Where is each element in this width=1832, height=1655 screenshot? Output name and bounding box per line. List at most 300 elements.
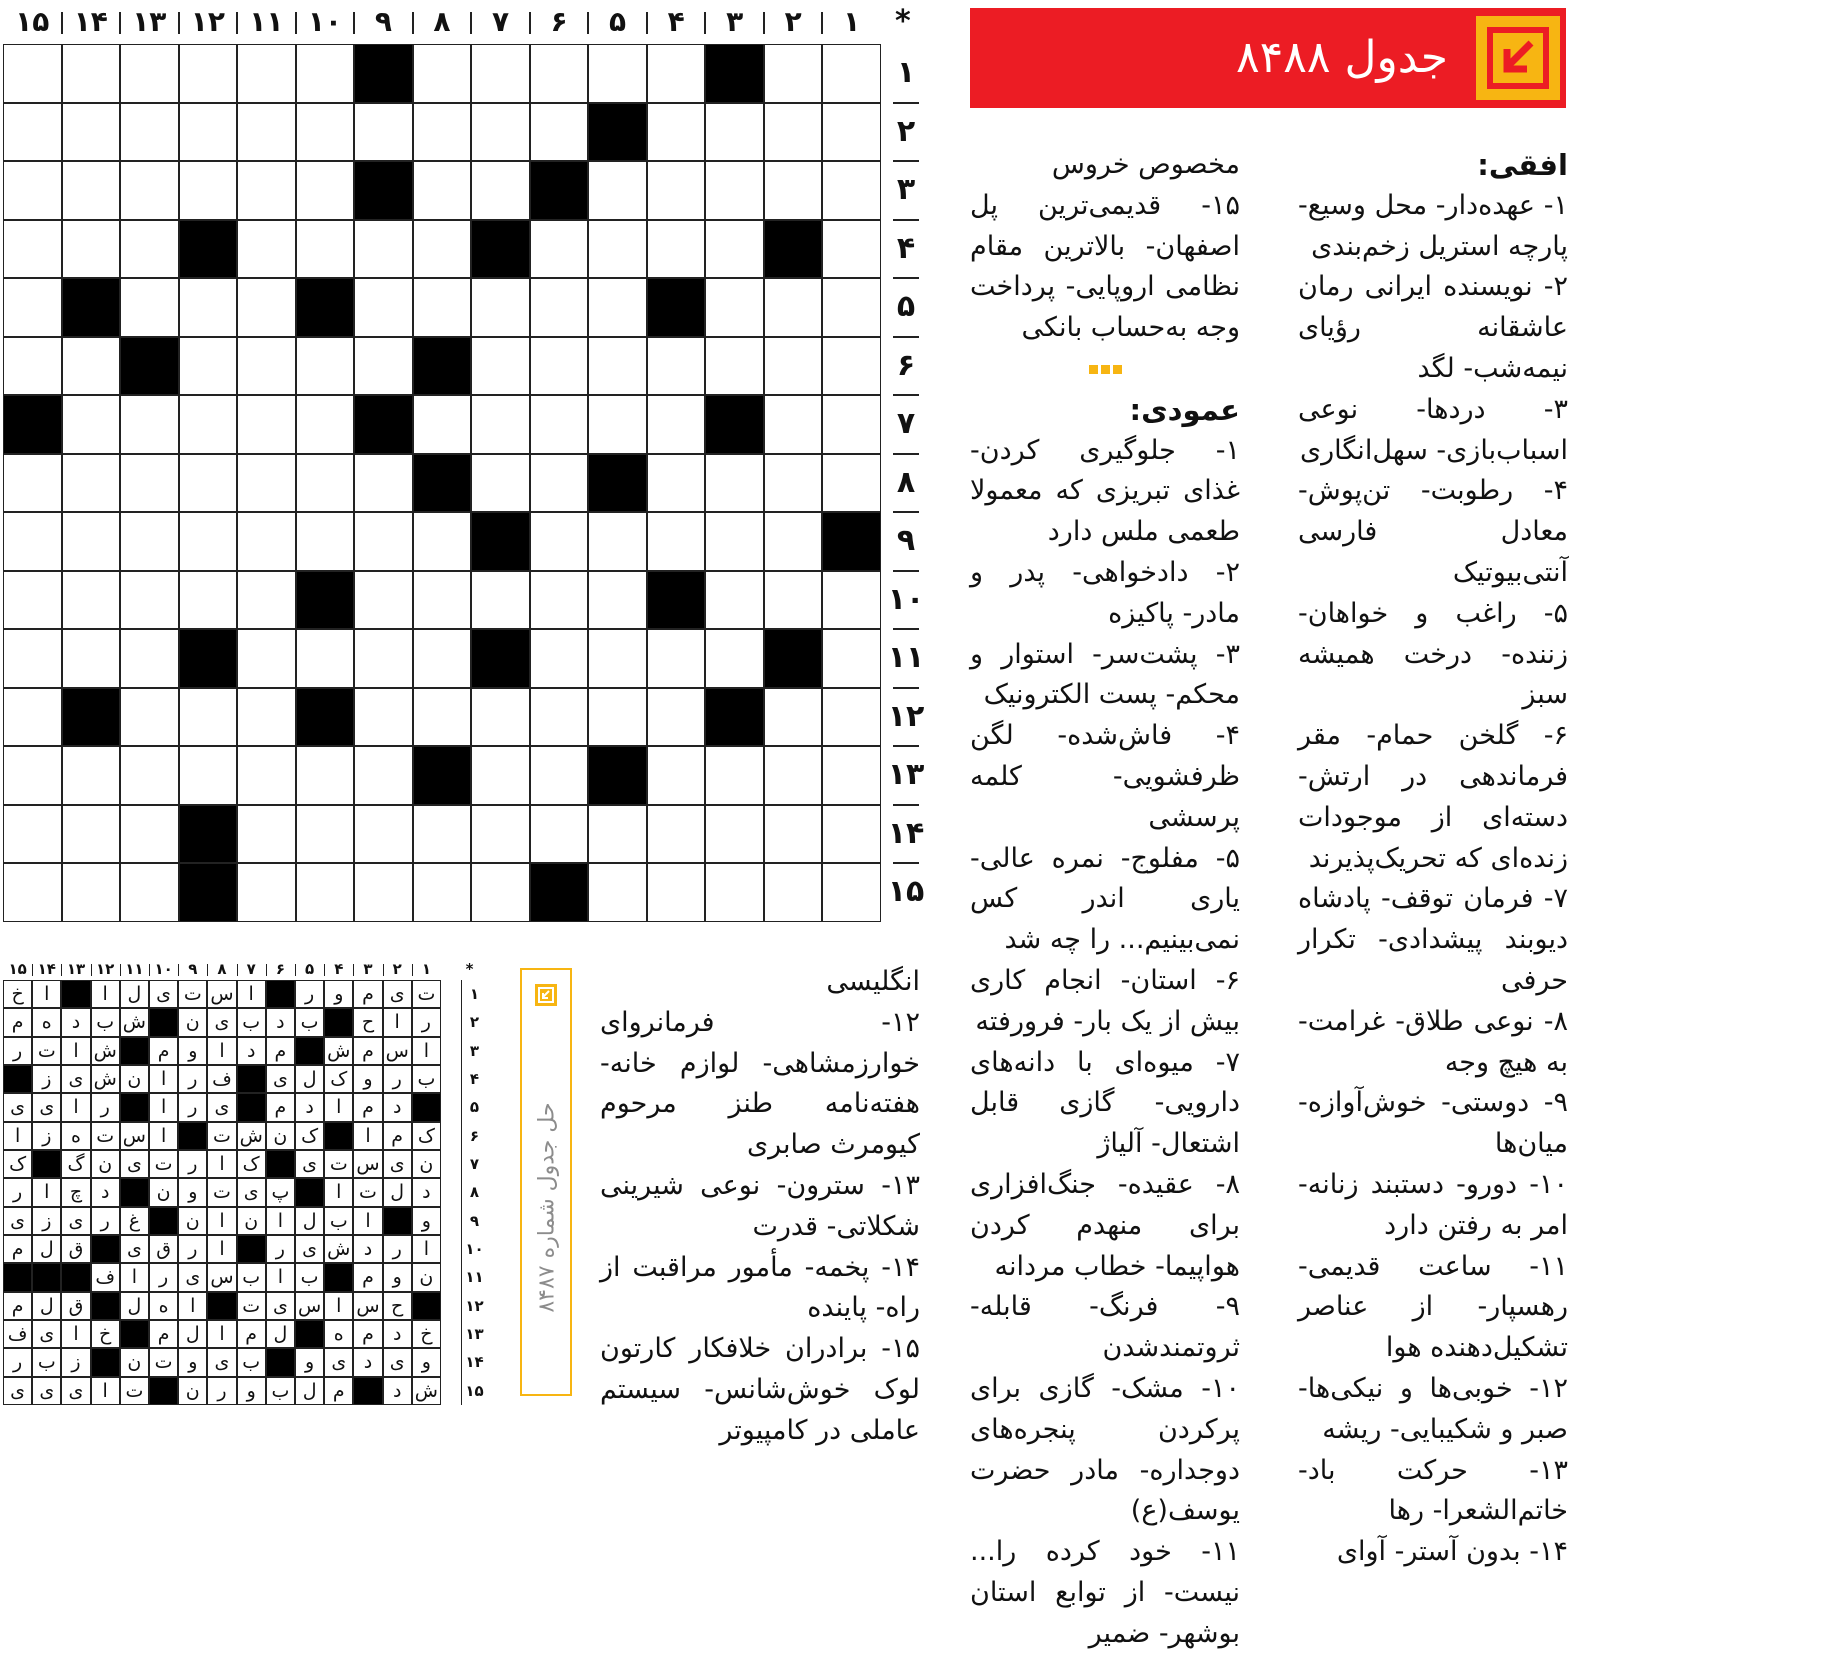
- grid-cell[interactable]: [647, 688, 706, 747]
- column-number: ۷: [491, 5, 510, 38]
- grid-cell[interactable]: [588, 161, 647, 220]
- crossword-grid[interactable]: [3, 44, 881, 922]
- grid-cell[interactable]: [471, 337, 530, 396]
- grid-cell[interactable]: [354, 512, 413, 571]
- grid-cell[interactable]: [354, 220, 413, 279]
- black-cell: [62, 278, 121, 337]
- grid-cell[interactable]: [822, 454, 881, 513]
- grid-cell[interactable]: [471, 103, 530, 162]
- grid-cell[interactable]: [764, 103, 823, 162]
- grid-cell[interactable]: [237, 278, 296, 337]
- grid-cell[interactable]: [588, 512, 647, 571]
- across-heading: افقی:: [1477, 148, 1568, 182]
- grid-cell[interactable]: [764, 161, 823, 220]
- grid-cell[interactable]: [471, 395, 530, 454]
- solution-black-cell: [383, 1207, 412, 1235]
- black-cell: [647, 571, 706, 630]
- black-cell: [413, 454, 472, 513]
- grid-cell[interactable]: [764, 805, 823, 864]
- grid-cell[interactable]: [413, 161, 472, 220]
- solution-column-separator: [61, 964, 62, 976]
- grid-cell[interactable]: [647, 805, 706, 864]
- grid-cell[interactable]: [179, 571, 238, 630]
- grid-cell[interactable]: [179, 688, 238, 747]
- grid-cell[interactable]: [764, 863, 823, 922]
- grid-cell[interactable]: [120, 863, 179, 922]
- grid-cell[interactable]: [471, 278, 530, 337]
- solution-cell: ا: [207, 1150, 236, 1178]
- solution-cell: ل: [120, 980, 149, 1008]
- solution-cell: ق: [61, 1235, 90, 1263]
- row-separator: [893, 453, 919, 455]
- grid-cell[interactable]: [588, 337, 647, 396]
- grid-cell[interactable]: [237, 688, 296, 747]
- grid-cell[interactable]: [296, 161, 355, 220]
- solution-cell: ن: [120, 1348, 149, 1376]
- grid-cell[interactable]: [764, 278, 823, 337]
- grid-cell[interactable]: [179, 512, 238, 571]
- grid-cell[interactable]: [237, 161, 296, 220]
- solution-cell: ت: [178, 980, 207, 1008]
- grid-cell[interactable]: [530, 278, 589, 337]
- grid-cell[interactable]: [179, 103, 238, 162]
- grid-cell[interactable]: [647, 220, 706, 279]
- grid-cell[interactable]: [179, 395, 238, 454]
- grid-cell[interactable]: [647, 395, 706, 454]
- solution-cell: ت: [324, 1150, 353, 1178]
- solution-cell: ا: [412, 1235, 441, 1263]
- grid-cell[interactable]: [120, 161, 179, 220]
- grid-cell[interactable]: [588, 629, 647, 688]
- solution-black-cell: [149, 1008, 178, 1036]
- grid-cell[interactable]: [530, 44, 589, 103]
- grid-cell[interactable]: [413, 863, 472, 922]
- grid-cell[interactable]: [237, 395, 296, 454]
- solution-row-number: ۱۴: [461, 1348, 487, 1376]
- grid-cell[interactable]: [120, 103, 179, 162]
- solution-cell: د: [61, 1008, 90, 1036]
- solution-cell: ی: [324, 1348, 353, 1376]
- solution-cell: و: [324, 980, 353, 1008]
- grid-cell[interactable]: [354, 863, 413, 922]
- grid-cell[interactable]: [413, 103, 472, 162]
- grid-cell[interactable]: [647, 512, 706, 571]
- solution-cell: ز: [32, 1122, 61, 1150]
- grid-cell[interactable]: [588, 863, 647, 922]
- solution-row-number: ۴: [461, 1065, 487, 1093]
- solution-cell: ت: [120, 1377, 149, 1405]
- solution-black-cell: [120, 1320, 149, 1348]
- grid-cell[interactable]: [237, 571, 296, 630]
- grid-cell[interactable]: [3, 629, 62, 688]
- solution-black-cell: [149, 1207, 178, 1235]
- grid-cell[interactable]: [647, 337, 706, 396]
- solution-cell: ش: [120, 1008, 149, 1036]
- grid-cell[interactable]: [647, 44, 706, 103]
- row-number: ۵: [896, 289, 916, 325]
- across-clue: ۱- عهده‌دار- محل وسیع- پارچه استریل زخم‌بندی: [1298, 189, 1568, 262]
- solution-cell: ل: [295, 1065, 324, 1093]
- grid-cell[interactable]: [179, 337, 238, 396]
- grid-cell[interactable]: [530, 454, 589, 513]
- grid-cell[interactable]: [705, 278, 764, 337]
- solution-cell: ی: [383, 1348, 412, 1376]
- grid-cell[interactable]: [237, 337, 296, 396]
- solution-cell: ی: [32, 1377, 61, 1405]
- solution-black-cell: [412, 1292, 441, 1320]
- grid-cell[interactable]: [62, 337, 121, 396]
- grid-cell[interactable]: [296, 512, 355, 571]
- grid-cell[interactable]: [530, 512, 589, 571]
- across-clue: ۹- دوستی- خوش‌آوازه- میان‌ها: [1298, 1087, 1568, 1160]
- row-separator: [893, 570, 919, 572]
- grid-cell[interactable]: [471, 161, 530, 220]
- solution-column-number: ۵: [305, 960, 315, 978]
- grid-cell[interactable]: [705, 103, 764, 162]
- grid-cell[interactable]: [237, 746, 296, 805]
- solution-cell: ش: [91, 1037, 120, 1065]
- grid-cell[interactable]: [120, 688, 179, 747]
- black-cell: [764, 220, 823, 279]
- grid-cell[interactable]: [62, 629, 121, 688]
- solution-cell: ا: [149, 1122, 178, 1150]
- grid-cell[interactable]: [3, 103, 62, 162]
- grid-cell[interactable]: [62, 863, 121, 922]
- grid-cell[interactable]: [3, 688, 62, 747]
- grid-cell[interactable]: [588, 44, 647, 103]
- grid-cell[interactable]: [471, 805, 530, 864]
- solution-cell: ت: [353, 1178, 382, 1206]
- solution-black-cell: [237, 1065, 266, 1093]
- grid-cell[interactable]: [822, 161, 881, 220]
- grid-cell[interactable]: [179, 161, 238, 220]
- grid-cell[interactable]: [62, 395, 121, 454]
- grid-cell[interactable]: [296, 805, 355, 864]
- grid-cell[interactable]: [647, 746, 706, 805]
- grid-cell[interactable]: [120, 278, 179, 337]
- solution-cell: ن: [237, 1207, 266, 1235]
- down-clue: ۱۳- سترون- نوعی شیرینی شکلاتی- قدرت: [600, 1169, 920, 1242]
- grid-cell[interactable]: [705, 863, 764, 922]
- grid-cell[interactable]: [120, 44, 179, 103]
- grid-cell[interactable]: [647, 454, 706, 513]
- grid-cell[interactable]: [296, 44, 355, 103]
- solution-cell: د: [91, 1178, 120, 1206]
- column-number: ۶: [550, 5, 568, 38]
- grid-cell[interactable]: [62, 44, 121, 103]
- grid-cell[interactable]: [822, 278, 881, 337]
- row-number: ۶: [896, 347, 916, 383]
- solution-cell: ف: [207, 1065, 236, 1093]
- across-clue: ۱۳- حرکت باد- خاتم‌الشعرا- رها: [1298, 1454, 1568, 1527]
- grid-cell[interactable]: [3, 571, 62, 630]
- grid-cell[interactable]: [296, 863, 355, 922]
- row-number: ۱: [896, 55, 916, 90]
- grid-cell[interactable]: [413, 278, 472, 337]
- solution-black-cell: [91, 1235, 120, 1263]
- grid-cell[interactable]: [3, 337, 62, 396]
- grid-cell[interactable]: [647, 863, 706, 922]
- arrow-down-left-icon: [1476, 16, 1560, 100]
- solution-cell: غ: [120, 1207, 149, 1235]
- grid-cell[interactable]: [764, 337, 823, 396]
- black-cell: [822, 512, 881, 571]
- solution-cell: ن: [178, 1008, 207, 1036]
- grid-cell[interactable]: [471, 44, 530, 103]
- grid-cell[interactable]: [296, 395, 355, 454]
- grid-cell[interactable]: [822, 395, 881, 454]
- grid-cell[interactable]: [237, 863, 296, 922]
- grid-cell[interactable]: [296, 629, 355, 688]
- grid-cell[interactable]: [3, 512, 62, 571]
- grid-cell[interactable]: [705, 337, 764, 396]
- grid-cell[interactable]: [413, 220, 472, 279]
- grid-cell[interactable]: [62, 103, 121, 162]
- grid-cell[interactable]: [822, 337, 881, 396]
- grid-cell[interactable]: [764, 454, 823, 513]
- solution-cell: ب: [237, 1263, 266, 1291]
- solution-column-number: ۱۵: [8, 960, 27, 978]
- grid-cell[interactable]: [3, 220, 62, 279]
- grid-cell[interactable]: [3, 863, 62, 922]
- solution-cell: ا: [207, 1320, 236, 1348]
- solution-cell: ک: [237, 1150, 266, 1178]
- grid-cell[interactable]: [822, 688, 881, 747]
- grid-cell[interactable]: [530, 805, 589, 864]
- grid-cell[interactable]: [822, 805, 881, 864]
- grid-cell[interactable]: [705, 629, 764, 688]
- grid-cell[interactable]: [530, 337, 589, 396]
- solution-cell: ح: [353, 1008, 382, 1036]
- grid-cell[interactable]: [705, 161, 764, 220]
- solution-cell: ب: [237, 1008, 266, 1036]
- grid-cell[interactable]: [120, 395, 179, 454]
- grid-cell[interactable]: [179, 454, 238, 513]
- grid-cell[interactable]: [822, 571, 881, 630]
- grid-cell[interactable]: [530, 688, 589, 747]
- grid-cell[interactable]: [296, 337, 355, 396]
- solution-cell: و: [383, 1263, 412, 1291]
- black-cell: [588, 746, 647, 805]
- solution-row-number: ۱۰: [461, 1235, 487, 1263]
- grid-cell[interactable]: [120, 454, 179, 513]
- grid-cell[interactable]: [647, 629, 706, 688]
- solution-cell: ا: [324, 1178, 353, 1206]
- solution-cell: ن: [91, 1150, 120, 1178]
- grid-cell[interactable]: [413, 805, 472, 864]
- grid-cell[interactable]: [764, 512, 823, 571]
- solution-black-cell: [237, 1235, 266, 1263]
- solution-cell: گ: [61, 1150, 90, 1178]
- grid-cell[interactable]: [764, 571, 823, 630]
- grid-cell[interactable]: [588, 278, 647, 337]
- solution-cell: ی: [3, 1377, 32, 1405]
- grid-cell[interactable]: [705, 805, 764, 864]
- solution-cell: ر: [383, 1235, 412, 1263]
- grid-cell[interactable]: [471, 454, 530, 513]
- grid-cell[interactable]: [354, 688, 413, 747]
- grid-cell[interactable]: [354, 629, 413, 688]
- grid-cell[interactable]: [530, 220, 589, 279]
- grid-cell[interactable]: [296, 103, 355, 162]
- grid-cell[interactable]: [764, 44, 823, 103]
- grid-cell[interactable]: [471, 571, 530, 630]
- grid-cell[interactable]: [588, 688, 647, 747]
- grid-cell[interactable]: [296, 220, 355, 279]
- grid-cell[interactable]: [822, 629, 881, 688]
- grid-cell[interactable]: [413, 688, 472, 747]
- down-clue: ۱۱- خود کرده را... نیست- از توابع استان بوشهر- ضمیر: [970, 1536, 1240, 1649]
- row-separator: [893, 862, 919, 864]
- solution-black-cell: [324, 1008, 353, 1036]
- grid-cell[interactable]: [530, 571, 589, 630]
- grid-cell[interactable]: [120, 805, 179, 864]
- grid-cell[interactable]: [120, 629, 179, 688]
- black-cell: [705, 395, 764, 454]
- grid-cell[interactable]: [354, 454, 413, 513]
- black-cell: [530, 863, 589, 922]
- grid-cell[interactable]: [354, 103, 413, 162]
- grid-cell[interactable]: [120, 571, 179, 630]
- grid-cell[interactable]: [354, 746, 413, 805]
- grid-cell[interactable]: [62, 805, 121, 864]
- solution-cell: م: [3, 1235, 32, 1263]
- solution-cell: ک: [295, 1122, 324, 1150]
- grid-cell[interactable]: [354, 571, 413, 630]
- down-clue: ۱- جلوگیری کردن- غذای تبریزی که معمولا طعمی ملس دارد: [970, 434, 1240, 548]
- solution-cell: ل: [295, 1207, 324, 1235]
- grid-cell[interactable]: [413, 571, 472, 630]
- row-separator: [893, 511, 919, 513]
- solution-cell: ی: [383, 980, 412, 1008]
- solution-column-separator: [178, 964, 179, 976]
- grid-cell[interactable]: [62, 512, 121, 571]
- grid-cell[interactable]: [237, 805, 296, 864]
- grid-cell[interactable]: [822, 103, 881, 162]
- grid-cell[interactable]: [354, 337, 413, 396]
- grid-cell[interactable]: [705, 454, 764, 513]
- grid-cell[interactable]: [413, 44, 472, 103]
- solution-row-number: ۲: [461, 1008, 487, 1036]
- solution-cell: ت: [412, 980, 441, 1008]
- grid-cell[interactable]: [413, 512, 472, 571]
- grid-cell[interactable]: [62, 220, 121, 279]
- black-cell: [120, 337, 179, 396]
- grid-cell[interactable]: [237, 44, 296, 103]
- grid-cell[interactable]: [471, 688, 530, 747]
- grid-cell[interactable]: [530, 746, 589, 805]
- grid-cell[interactable]: [822, 746, 881, 805]
- grid-cell[interactable]: [62, 161, 121, 220]
- grid-cell[interactable]: [3, 454, 62, 513]
- grid-cell[interactable]: [3, 805, 62, 864]
- column-number: ۳: [726, 5, 744, 38]
- solution-cell: ا: [32, 980, 61, 1008]
- solution-cell: ب: [237, 1348, 266, 1376]
- black-cell: [764, 629, 823, 688]
- grid-cell[interactable]: [764, 395, 823, 454]
- solution-cell: م: [353, 1263, 382, 1291]
- solution-cell: ا: [324, 1292, 353, 1320]
- grid-cell[interactable]: [588, 220, 647, 279]
- grid-cell[interactable]: [647, 103, 706, 162]
- grid-cell[interactable]: [530, 395, 589, 454]
- solution-cell: و: [178, 1037, 207, 1065]
- grid-cell[interactable]: [822, 44, 881, 103]
- grid-cell[interactable]: [705, 512, 764, 571]
- solution-cell: م: [353, 1093, 382, 1121]
- grid-cell[interactable]: [588, 805, 647, 864]
- solution-column-number: ۹: [188, 960, 198, 978]
- grid-cell[interactable]: [120, 746, 179, 805]
- solution-cell: م: [353, 1037, 382, 1065]
- grid-cell[interactable]: [3, 161, 62, 220]
- solution-black-cell: [412, 1093, 441, 1121]
- grid-cell[interactable]: [471, 863, 530, 922]
- grid-cell[interactable]: [237, 512, 296, 571]
- grid-cell[interactable]: [705, 220, 764, 279]
- grid-cell[interactable]: [413, 629, 472, 688]
- grid-cell[interactable]: [822, 863, 881, 922]
- grid-cell[interactable]: [237, 629, 296, 688]
- solution-cell: ر: [266, 1235, 295, 1263]
- grid-cell[interactable]: [647, 161, 706, 220]
- solution-cell: م: [353, 980, 382, 1008]
- grid-cell[interactable]: [237, 103, 296, 162]
- grid-cell[interactable]: [179, 278, 238, 337]
- solution-cell: د: [383, 1320, 412, 1348]
- grid-cell[interactable]: [413, 395, 472, 454]
- grid-cell[interactable]: [705, 571, 764, 630]
- grid-cell[interactable]: [588, 571, 647, 630]
- grid-cell[interactable]: [296, 746, 355, 805]
- solution-cell: ق: [149, 1235, 178, 1263]
- black-cell: [647, 278, 706, 337]
- grid-cell[interactable]: [354, 278, 413, 337]
- solution-row-number: ۸: [461, 1178, 487, 1206]
- grid-cell[interactable]: [62, 571, 121, 630]
- down-clue: انگلیسی: [826, 966, 920, 997]
- grid-cell[interactable]: [120, 220, 179, 279]
- grid-cell[interactable]: [120, 512, 179, 571]
- grid-cell[interactable]: [471, 746, 530, 805]
- solution-cell: ش: [412, 1377, 441, 1405]
- grid-cell[interactable]: [764, 688, 823, 747]
- grid-cell[interactable]: [62, 746, 121, 805]
- grid-cell[interactable]: [764, 746, 823, 805]
- grid-cell[interactable]: [354, 805, 413, 864]
- grid-cell[interactable]: [296, 454, 355, 513]
- grid-cell[interactable]: [822, 220, 881, 279]
- solution-black-cell: [266, 1348, 295, 1376]
- grid-cell[interactable]: [62, 454, 121, 513]
- grid-cell[interactable]: [530, 629, 589, 688]
- grid-cell[interactable]: [588, 395, 647, 454]
- grid-cell[interactable]: [3, 44, 62, 103]
- grid-cell[interactable]: [237, 454, 296, 513]
- grid-cell[interactable]: [179, 44, 238, 103]
- grid-cell[interactable]: [530, 103, 589, 162]
- grid-cell[interactable]: [3, 746, 62, 805]
- solution-cell: و: [237, 1377, 266, 1405]
- grid-cell[interactable]: [705, 746, 764, 805]
- grid-cell[interactable]: [237, 220, 296, 279]
- grid-cell[interactable]: [179, 746, 238, 805]
- solution-cell: م: [237, 1320, 266, 1348]
- row-number: ۱۳: [887, 757, 925, 793]
- grid-cell[interactable]: [3, 278, 62, 337]
- down-clue: ۵- مفلوج- نمره عالی- یاری اندر کس نمی‌بینیم... را چه شد: [970, 842, 1240, 956]
